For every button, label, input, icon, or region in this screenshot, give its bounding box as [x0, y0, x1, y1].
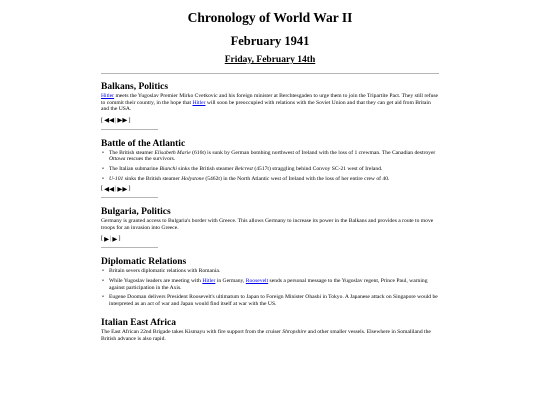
divider [101, 247, 158, 248]
section-title-bulgaria: Bulgaria, Politics [101, 207, 171, 218]
nav-bar: [ ▶ | ▶ ] [101, 234, 121, 243]
list-item: • Eugene Dooman delivers President Roosevelt's ultimatum to Japan to Foreign Minister Ohashi in Tokyo. A Japanese attack on Singapore would be interpreted as an act of war and Japan would find itself at war with the US. [109, 294, 439, 307]
list-item: • U-101 sinks the British steamer Holystone (5462t) in the North Atlantic west of Ireland with the loss of her entire crew of 40. [109, 176, 439, 183]
page-title: Chronology of World War II [187, 10, 353, 25]
divider [101, 73, 439, 74]
bulgaria-text: Germany is granted access to Bulgaria's border with Greece. This allows Germany to increase its power in the Balkans and provides a route to move troops for an invasion into Greece. [101, 218, 434, 231]
hitler-link[interactable]: Hitler [202, 277, 216, 284]
nav-bar: [ ◀◀ | ▶▶ ] [101, 116, 131, 125]
first-arrow-icon[interactable]: ◀◀ [104, 116, 115, 125]
atlantic-list [101, 150, 439, 182]
section-title-diplomatic: Diplomatic Relations [101, 257, 187, 268]
next-arrow-icon[interactable]: ▶ [104, 234, 110, 243]
month-heading: February 1941 [230, 34, 310, 48]
last-arrow-icon[interactable]: ▶▶ [117, 116, 128, 125]
eastafrica-text: The East African 22nd Brigade takes Kismayu with fire support from the cruiser Shropshire and other smaller vessels. Elsewhere in Somaliland the British advance is also rapid. [101, 329, 431, 342]
date-link[interactable]: Friday, February 14th [224, 55, 316, 65]
hitler-link[interactable]: Hitler [101, 93, 115, 99]
date-heading [101, 55, 439, 66]
section-title-atlantic: Battle of the Atlantic [101, 138, 186, 149]
section-title-balkans: Balkans, Politics [101, 82, 169, 92]
list-item: • The Italian submarine Bianchi sinks the British steamer Belcrest (4517t) straggling behind Convoy SC-21 west of Ireland. [109, 166, 439, 173]
hitler-link[interactable]: Hitler [192, 99, 206, 106]
first-arrow-icon[interactable]: ◀◀ [104, 184, 115, 193]
list-item: • Britain severs diplomatic relations with Romania. [109, 268, 439, 275]
list-item: • While Yugoslav leaders are meeting with Hitler in Germany, Roosevelt sends a personal message to the Yugoslav regent, Prince Paul, warning against participation in the Axis. [109, 278, 439, 291]
list-item: • The British steamer Elisabeth Marie (616t) is sunk by German bombing northwest of Ireland with the loss of 1 crewman. The Canadian destroyer Ottawa rescues the survivors. [109, 150, 439, 163]
divider [101, 129, 158, 130]
content-column [101, 0, 439, 343]
next-arrow-icon[interactable]: ▶ [112, 234, 118, 243]
roosevelt-link[interactable]: Roosevelt [245, 277, 269, 284]
diplomatic-list [101, 268, 439, 307]
balkans-text: Hitler meets the Yugoslav Premier Mirko Cvetkovic and his foreign minister at Berchtesgaden to urge them to join the Tripartite Pact. They still refuse to commit their country, in the hope that Hitler will soon be preoccupied with relations with the Soviet Union and that they can get aid from Britain and the USA. [101, 93, 439, 113]
nav-bar: [ ◀◀ | ▶▶ ] [101, 184, 131, 193]
last-arrow-icon[interactable]: ▶▶ [117, 184, 128, 193]
divider [101, 197, 158, 198]
section-title-eastafrica: Italian East Africa [101, 318, 176, 329]
